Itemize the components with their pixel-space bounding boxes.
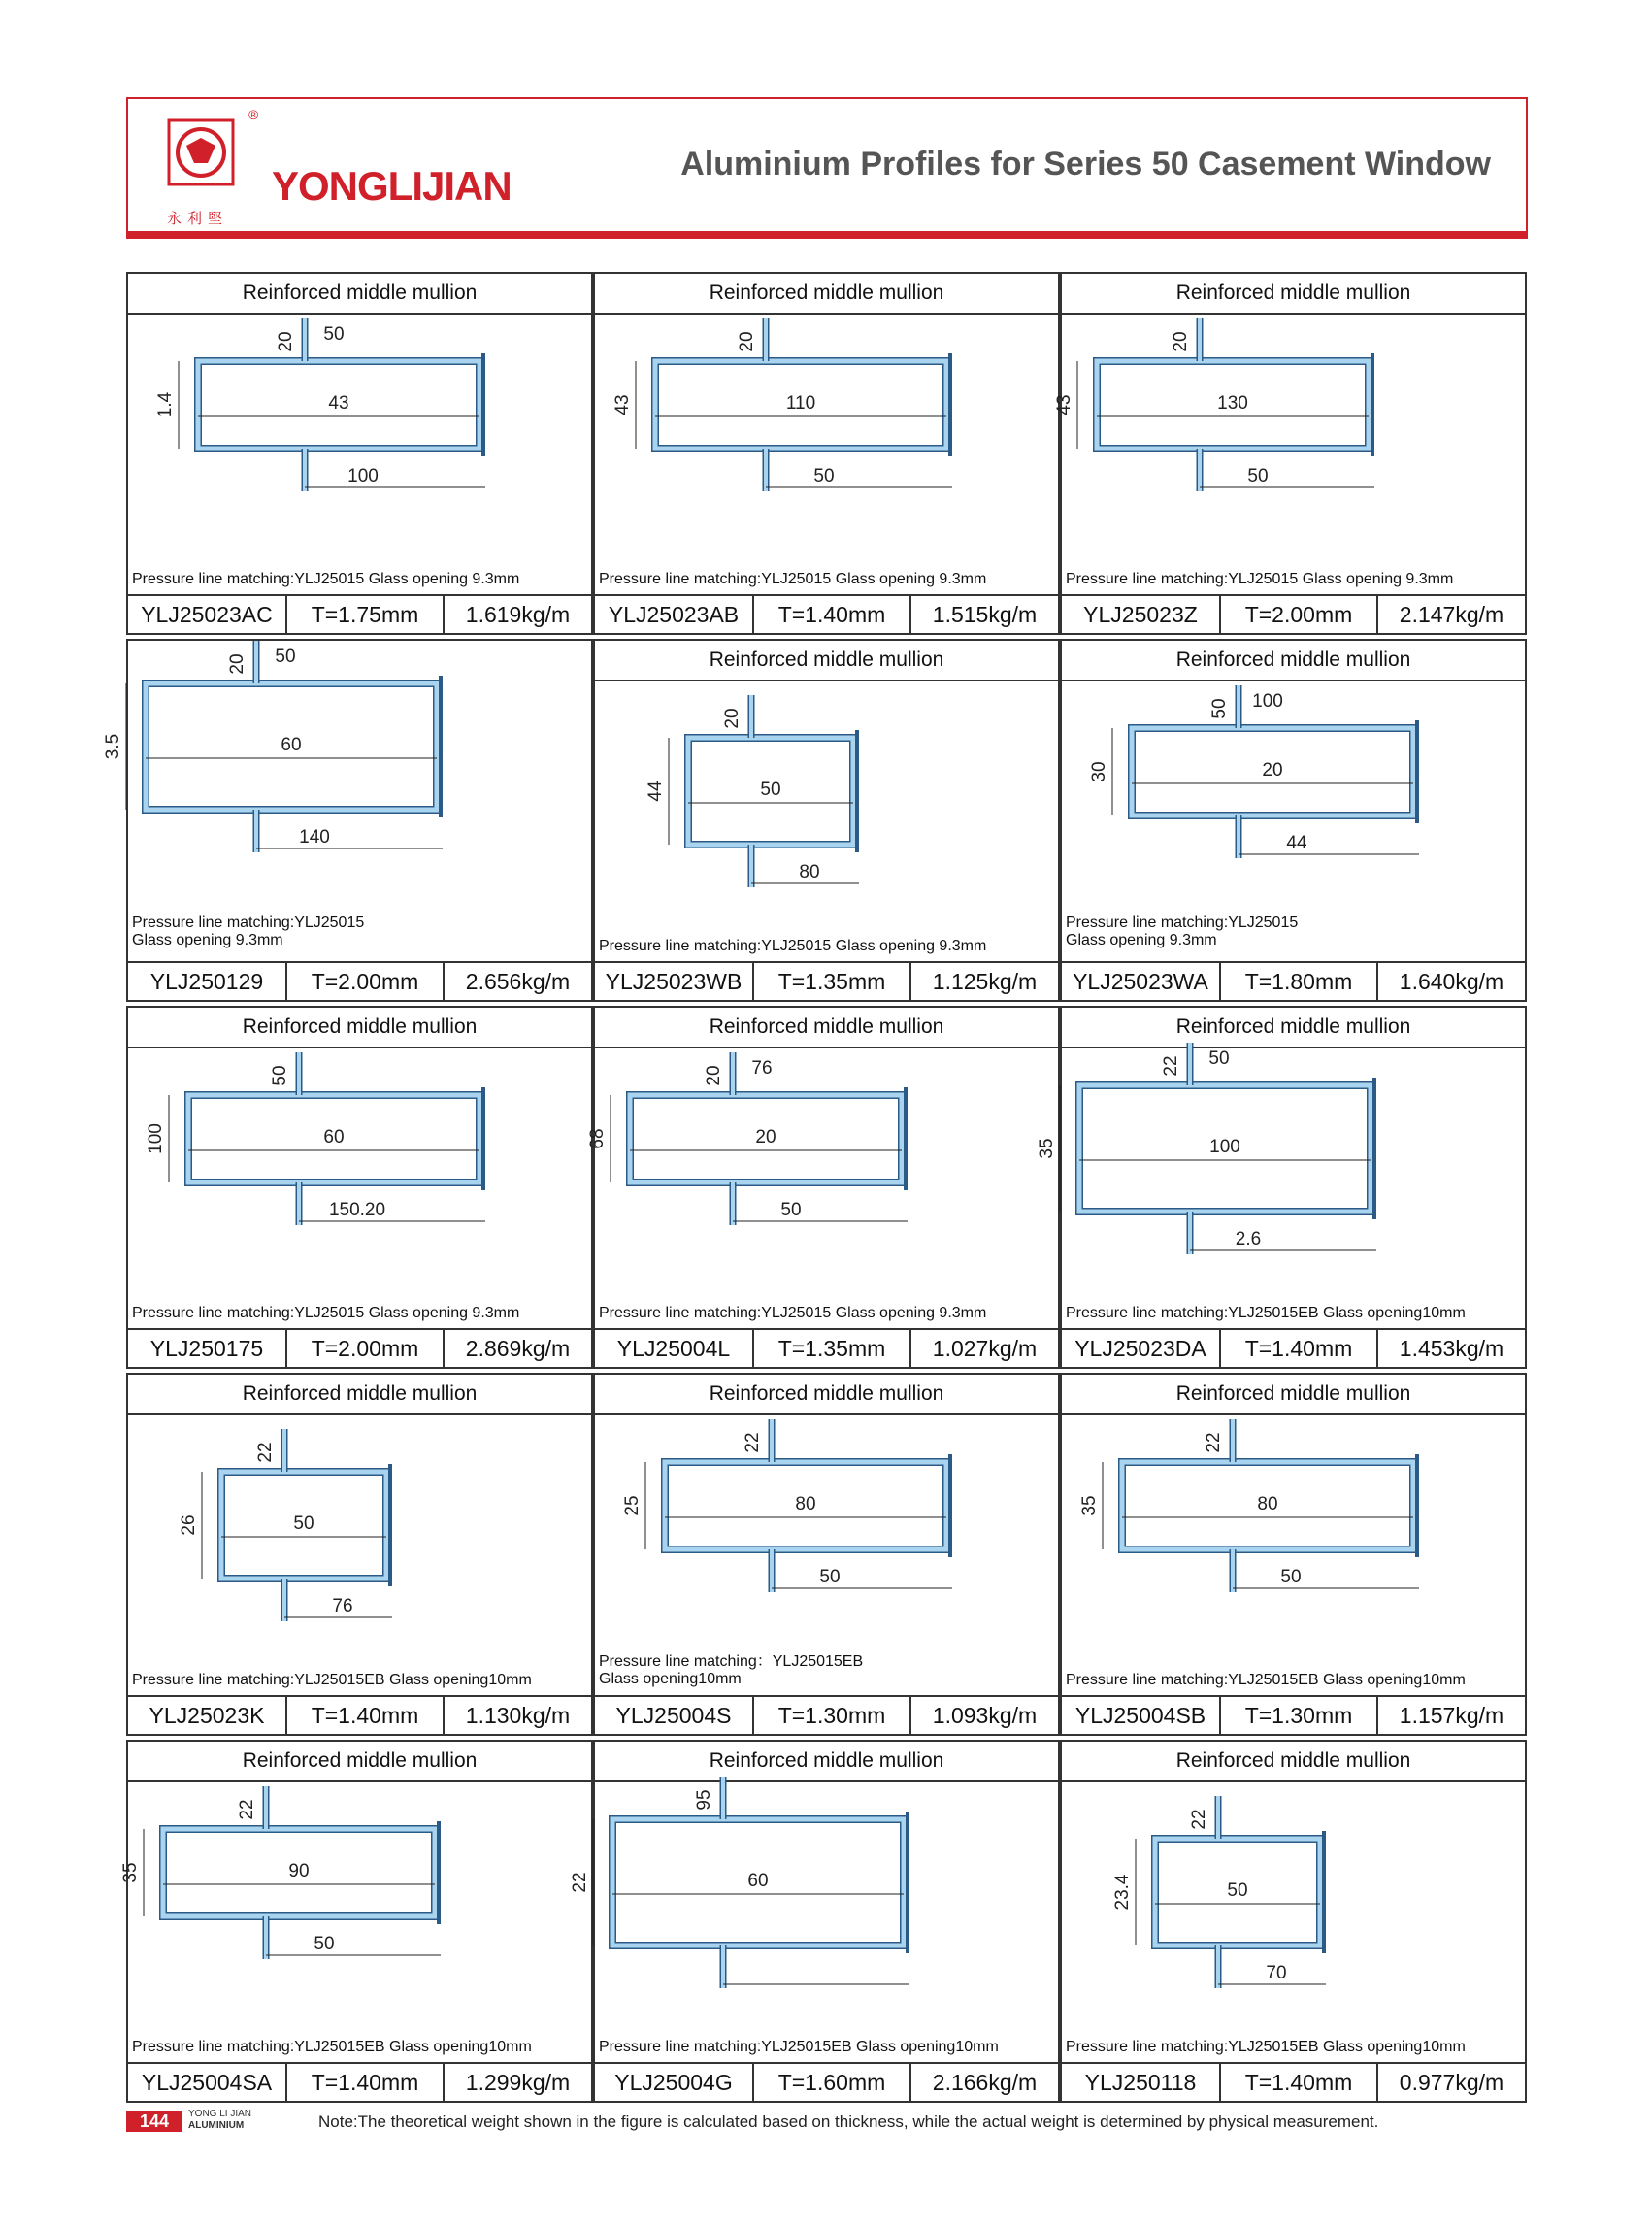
dimension-label: 50: [275, 647, 296, 667]
profile-code: YLJ25023AB: [595, 596, 754, 633]
dimension-label: 3.5: [103, 733, 123, 760]
dimension-label: 60: [323, 1127, 345, 1147]
profile-weight: 0.977kg/m: [1399, 2069, 1504, 2095]
profile-code: YLJ25023K: [128, 1697, 287, 1734]
dimension-label: 70: [1266, 1963, 1287, 1983]
footer-note: Note:The theoretical weight shown in the figure is calculated based on thickness, while the actual weight is determined by physical measurement.: [318, 2112, 1379, 2131]
dimension-label: 50: [1280, 1567, 1302, 1587]
dimension-label: 20: [1171, 331, 1191, 352]
dimension-label: 20: [704, 1065, 724, 1086]
profile-thickness: T=1.60mm: [754, 2064, 911, 2101]
dimension-label: 22: [255, 1442, 276, 1463]
dimension-label: 140: [299, 827, 330, 848]
profile-weight: 1.125kg/m: [932, 968, 1038, 994]
profile-title: Reinforced middle mullion: [595, 1008, 1058, 1048]
dimension-lines: [103, 647, 443, 848]
profile-note: Pressure line matching:YLJ25015EB Glass opening10mm: [1066, 1672, 1466, 1688]
header-rule: [126, 231, 1528, 239]
profile-title: Reinforced middle mullion: [128, 1008, 591, 1048]
dimension-label: 30: [1089, 761, 1109, 782]
dimension-lines: [120, 1799, 441, 1955]
profile-code: YLJ25004SA: [128, 2064, 287, 2101]
dimension-label: 22: [1161, 1055, 1181, 1077]
profile-note: Pressure line matching:YLJ25015EB Glass opening10mm: [132, 2039, 532, 2055]
profile-title: Reinforced middle mullion: [595, 1742, 1058, 1782]
profile-thickness: T=1.35mm: [754, 963, 911, 1000]
profile-thickness: T=1.30mm: [754, 1697, 911, 1734]
profile-drawing: [128, 313, 591, 573]
profile-spec-row: [1062, 2062, 1525, 2101]
dimension-lines: [1037, 1048, 1376, 1250]
profile-weight: 2.147kg/m: [1399, 601, 1504, 627]
dimension-label: 44: [645, 781, 666, 802]
profile-row: [103, 639, 1528, 1002]
profile-card: [1060, 639, 1527, 1002]
profile-drawing: [1062, 1780, 1525, 2041]
dimension-label: 20: [276, 331, 296, 352]
profile-weight: 1.299kg/m: [465, 2069, 571, 2095]
profile-note: Pressure line matching:YLJ25015 Glass opening 9.3mm: [1066, 571, 1454, 587]
dimension-label: 50: [314, 1934, 335, 1954]
profile-title: Reinforced middle mullion: [1062, 1742, 1525, 1782]
dimension-label: 80: [795, 1494, 816, 1514]
profile-spec-row: [595, 2062, 1058, 2101]
brand-name: YONGLIJIAN: [272, 163, 512, 209]
dimension-lines: [1089, 691, 1419, 854]
profile-title: Reinforced middle mullion: [1062, 1375, 1525, 1415]
profile-spec-row: [595, 1328, 1058, 1367]
dimension-label: 100: [1252, 691, 1283, 712]
profile-title: Reinforced middle mullion: [128, 1742, 591, 1782]
profile-note: Pressure line matching:YLJ25015 Glass opening 9.3mm: [132, 914, 365, 948]
profile-card: [126, 272, 593, 635]
dimension-lines: [1054, 331, 1374, 487]
profile-weight: 1.027kg/m: [932, 1335, 1038, 1361]
profile-card: [1037, 1006, 1527, 1369]
profile-weight: 1.453kg/m: [1399, 1335, 1504, 1361]
profile-title: Reinforced middle mullion: [595, 274, 1058, 315]
profile-weight: 2.869kg/m: [465, 1335, 571, 1361]
profile-thickness: T=2.00mm: [287, 1330, 445, 1367]
profile-drawing: [595, 1413, 1058, 1674]
profile-drawing: [120, 1780, 591, 2041]
dimension-label: 80: [799, 862, 820, 882]
dimension-label: 95: [694, 1789, 714, 1811]
profile-thickness: T=1.40mm: [754, 596, 911, 633]
dimension-label: 60: [747, 1871, 769, 1891]
dimension-label: 44: [1286, 833, 1307, 853]
profile-code: YLJ25004SB: [1062, 1697, 1221, 1734]
dimension-lines: [622, 1432, 952, 1588]
dimension-label: 90: [288, 1861, 310, 1881]
registered-mark: ®: [248, 107, 259, 122]
profile-card: [126, 1006, 593, 1369]
profile-card: [1060, 1373, 1527, 1736]
dimension-lines: [155, 324, 485, 487]
profile-thickness: T=1.40mm: [287, 1697, 445, 1734]
dimension-label: 50: [760, 780, 781, 800]
profile-code: YLJ250118: [1062, 2064, 1221, 2101]
profile-title: Reinforced middle mullion: [128, 1375, 591, 1415]
dimension-label: 100: [146, 1123, 166, 1154]
dimension-lines: [612, 331, 952, 487]
profile-weight: 2.166kg/m: [932, 2069, 1038, 2095]
profile-spec-row: [1062, 1695, 1525, 1734]
dimension-label: 20: [722, 708, 743, 729]
profile-card: [593, 1373, 1060, 1736]
brand-chinese-name: 永利堅: [167, 211, 229, 227]
dimension-label: 22: [1204, 1432, 1224, 1453]
dimension-label: 100: [347, 466, 379, 486]
dimension-label: 43: [1054, 394, 1074, 415]
profile-spec-row: [128, 1328, 591, 1367]
profile-drawing: [1062, 680, 1525, 940]
dimension-label: 2.6: [1235, 1229, 1262, 1249]
profile-note: Pressure line matching:YLJ25015 Glass opening 9.3mm: [132, 1305, 520, 1321]
profile-weight: 1.093kg/m: [932, 1702, 1038, 1728]
profile-title: Reinforced middle mullion: [1062, 641, 1525, 681]
dimension-label: 76: [332, 1596, 353, 1616]
dimension-label: 76: [751, 1058, 773, 1079]
profile-spec-row: [1062, 594, 1525, 633]
dimension-label: 23.4: [1112, 1874, 1133, 1911]
profile-note: Pressure line matching:YLJ25015 Glass opening 9.3mm: [599, 1305, 987, 1321]
dimension-label: 43: [612, 394, 633, 415]
dimension-label: 110: [785, 393, 816, 414]
dimension-label: 22: [237, 1799, 257, 1820]
profile-weight: 1.619kg/m: [465, 601, 571, 627]
profile-code: YLJ250175: [128, 1330, 287, 1367]
profile-spec-row: [1062, 961, 1525, 1000]
profile-spec-row: [595, 594, 1058, 633]
dimension-label: 20: [1262, 760, 1283, 781]
profile-row: [126, 272, 1528, 635]
profile-note: Pressure line matching:YLJ25015EB Glass opening10mm: [599, 2039, 999, 2055]
dimension-label: 50: [819, 1567, 841, 1587]
dimension-lines: [587, 1058, 908, 1221]
profile-drawing: [1062, 1413, 1525, 1674]
page-number: 144: [126, 2111, 182, 2132]
profile-drawing: [595, 313, 1058, 573]
profile-note: Pressure line matching:YLJ25015 Glass opening 9.3mm: [599, 571, 987, 587]
profile-title: Reinforced middle mullion: [1062, 274, 1525, 315]
profile-title: Reinforced middle mullion: [1062, 1008, 1525, 1048]
dimension-label: 22: [570, 1872, 590, 1893]
profile-code: YLJ250129: [128, 963, 287, 1000]
profile-thickness: T=1.30mm: [1221, 1697, 1378, 1734]
dimension-label: 60: [281, 735, 302, 755]
footer-brand: YONG LI JIAN ALUMINIUM: [188, 2109, 252, 2131]
profile-weight: 1.157kg/m: [1399, 1702, 1504, 1728]
profile-row: [120, 1740, 1528, 2103]
brand-logo-icon: [165, 116, 237, 210]
profile-code: YLJ25023WA: [1062, 963, 1221, 1000]
profile-card: [587, 1006, 1060, 1369]
profile-code: YLJ25023DA: [1062, 1330, 1221, 1367]
dimension-label: 68: [587, 1128, 608, 1149]
profile-code: YLJ25004G: [595, 2064, 754, 2101]
profile-weight: 1.640kg/m: [1399, 968, 1504, 994]
profile-spec-row: [128, 2062, 591, 2101]
dimension-label: 20: [227, 653, 248, 675]
page-title: Aluminium Profiles for Series 50 Casement Window: [680, 146, 1491, 183]
dimension-label: 20: [755, 1127, 776, 1147]
dimension-label: 150.20: [328, 1200, 386, 1220]
profile-drawing: [128, 1047, 591, 1307]
dimension-label: 20: [737, 331, 757, 352]
dimension-label: 50: [323, 324, 345, 345]
profile-thickness: T=1.75mm: [287, 596, 445, 633]
profile-title: Reinforced middle mullion: [128, 274, 591, 315]
profile-grid: [103, 272, 1528, 2107]
dimension-label: 22: [743, 1432, 763, 1453]
profile-drawing: [595, 680, 1058, 940]
dimension-label: 50: [813, 466, 835, 486]
profile-weight: 1.130kg/m: [465, 1702, 571, 1728]
profile-note: Pressure line matching:YLJ25015 Glass opening 9.3mm: [132, 571, 520, 587]
profile-code: YLJ25004S: [595, 1697, 754, 1734]
page-header: [126, 97, 1528, 235]
dimension-label: 50: [1209, 698, 1230, 719]
dimension-label: 50: [1247, 466, 1269, 486]
profile-code: YLJ25023WB: [595, 963, 754, 1000]
profile-card: [126, 1373, 593, 1736]
dimension-lines: [146, 1065, 485, 1221]
profile-thickness: T=1.40mm: [1221, 2064, 1378, 2101]
profile-spec-row: [595, 1695, 1058, 1734]
dimension-label: 22: [1189, 1809, 1209, 1830]
dimension-label: 35: [1037, 1138, 1057, 1159]
profile-card: [593, 639, 1060, 1002]
profile-title: Reinforced middle mullion: [595, 641, 1058, 681]
dimension-label: 43: [328, 393, 349, 414]
dimension-label: 50: [1208, 1048, 1230, 1069]
dimension-label: 80: [1257, 1494, 1278, 1514]
profile-card: [1054, 272, 1527, 635]
dimension-lines: [1079, 1432, 1419, 1588]
dimension-label: 35: [120, 1862, 141, 1883]
profile-code: YLJ25023AC: [128, 596, 287, 633]
dimension-label: 100: [1209, 1137, 1240, 1157]
profile-note: Pressure line matching:YLJ25015 Glass opening 9.3mm: [599, 938, 987, 954]
profile-weight: 2.656kg/m: [465, 968, 571, 994]
dimension-label: 35: [1079, 1495, 1100, 1516]
dimension-label: 25: [622, 1495, 643, 1516]
profile-note: Pressure line matching:YLJ25015EB Glass opening10mm: [132, 1672, 532, 1688]
dimension-label: 50: [293, 1513, 314, 1534]
profile-title: Reinforced middle mullion: [595, 1375, 1058, 1415]
profile-card: [593, 272, 1060, 635]
profile-card: [570, 1740, 1060, 2103]
dimension-label: 50: [780, 1200, 802, 1220]
dimension-label: 1.4: [155, 391, 176, 418]
profile-card: [103, 639, 593, 1002]
profile-drawing: [570, 1780, 1058, 2041]
profile-thickness: T=2.00mm: [287, 963, 445, 1000]
profile-row: [126, 1006, 1528, 1369]
profile-spec-row: [128, 1695, 591, 1734]
profile-thickness: T=1.35mm: [754, 1330, 911, 1367]
profile-drawing: [1054, 313, 1525, 573]
profile-drawing: [128, 1413, 591, 1674]
profile-thickness: T=1.80mm: [1221, 963, 1378, 1000]
profile-note: Pressure line matching:YLJ25015 Glass opening 9.3mm: [1066, 914, 1299, 948]
profile-spec-row: [1062, 1328, 1525, 1367]
profile-note: Pressure line matching：YLJ25015EB Glass opening10mm: [599, 1653, 864, 1687]
dimension-label: 130: [1217, 393, 1248, 414]
dimension-label: 26: [179, 1514, 199, 1536]
profile-thickness: T=1.40mm: [287, 2064, 445, 2101]
profile-thickness: T=1.40mm: [1221, 1330, 1378, 1367]
profile-drawing: [1037, 1047, 1525, 1307]
profile-row: [126, 1373, 1528, 1736]
profile-note: Pressure line matching:YLJ25015EB Glass opening10mm: [1066, 1305, 1466, 1321]
dimension-label: 50: [1227, 1880, 1248, 1901]
profile-drawing: [103, 645, 591, 905]
profile-weight: 1.515kg/m: [932, 601, 1038, 627]
profile-code: YLJ25004L: [595, 1330, 754, 1367]
profile-spec-row: [128, 594, 591, 633]
profile-drawing: [587, 1047, 1058, 1307]
profile-card: [1060, 1740, 1527, 2103]
profile-thickness: T=2.00mm: [1221, 596, 1378, 633]
profile-note: Pressure line matching:YLJ25015EB Glass opening10mm: [1066, 2039, 1466, 2055]
profile-card: [120, 1740, 593, 2103]
profile-code: YLJ25023Z: [1062, 596, 1221, 633]
profile-spec-row: [595, 961, 1058, 1000]
profile-spec-row: [128, 961, 591, 1000]
dimension-label: 50: [270, 1065, 290, 1086]
